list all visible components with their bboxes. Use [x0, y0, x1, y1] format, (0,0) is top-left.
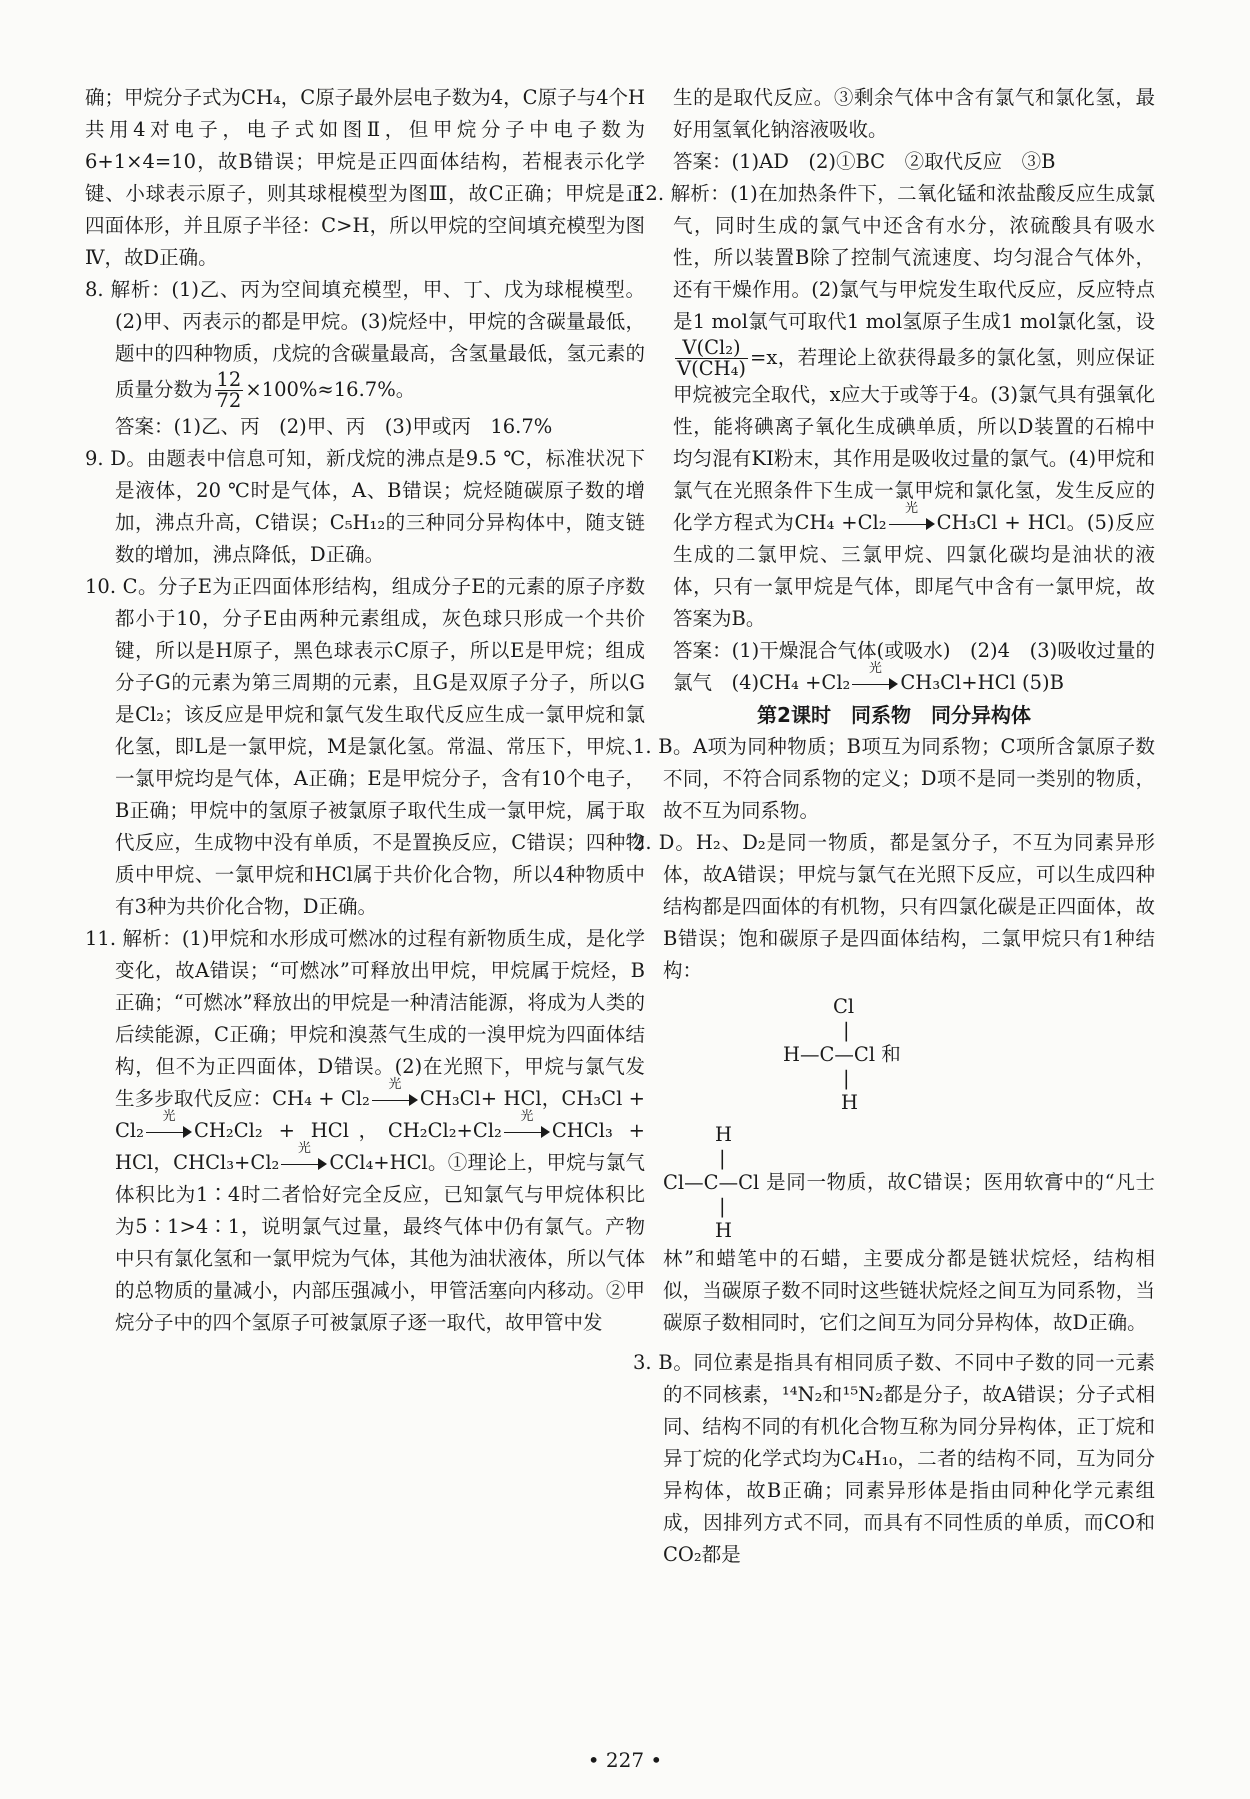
question-12: 12. 解析：(1)在加热条件下，二氧化锰和浓盐酸反应生成氯气，同时生成的氯气中还含有水分，浓硫酸具有吸水性，所以装置B除了控制气流速度、均匀混合气体外，还有干燥作用。(2)氯气与甲烷发生取代反应，反应特点是1 mol氯气可取代1 mol氢原子生成1 mol氯化氢，设 $\frac{\text{V(Cl₂)}}{\text{V(CH₄)}}$ =x，若理论上欲获得最多的氯化氢，则应保证甲烷被完全取代，x应大于或等于4。(3)氯气具有强氧化性，能将碘离子氧化生成碘单质，所以D装置的石棉中均匀混有KI粉末，其作用是吸收过量的氯气。(4)甲烷和氯气在光照条件下生成一氯甲烷和氯化氢，发生反应的化学方程式为CH₄ +Cl₂ 光 CH₃Cl + HCl。(5)反应生成的二氯甲烷、三氯甲烷、四氯化碳均是油状的液体，只有一氯甲烷是气体，即尾气中含有一氯甲烷，故答案为B。: [633, 182, 1156, 630]
reaction-arrow: 光: [504, 1125, 550, 1139]
reaction-arrow: 光: [281, 1157, 327, 1171]
section-question-3: 3. B。同位素是指具有相同质子数、不同中子数的同一元素的不同核素，¹⁴N₂和¹⁵N₂都是分子，故A错误；分子式相同、结构不同的有机化合物互称为同分异构体，正丁烷和异丁烷的化学式均为C₄H₁₀，二者的结构不同，互为同分异构体，故B正确；同素异形体是指由同种化学元素组成，因排列方式不同，而具有不同性质的单质，而CO和CO₂都是: [633, 1351, 1155, 1566]
structural-formula-1: Cl | H—C—Cl | H: [783, 995, 876, 1114]
answer-11: 答案：(1)AD (2)①BC ②取代反应 ③B: [673, 150, 1056, 173]
structural-formula-line: Cl | H—C—Cl | H 和: [783, 995, 901, 1114]
continued-paragraph: 生的是取代反应。③剩余气体中含有氯气和氯化氢，最好用氢氧化钠溶液吸收。: [673, 86, 1155, 141]
question-11: 11. 解析：(1)甲烷和水形成可燃冰的过程有新物质生成，是化学变化，故A错误；“可燃冰”可释放出甲烷，甲烷属于烷烃，B正确；“可燃冰”释放出的甲烷是一种清洁能源，将成为人类的后续能源，C正确；甲烷和溴蒸气生成的一溴甲烷为四面体结构，但不为正四面体，D错误。(2)在光照下，甲烷与氯气发生多步取代反应：CH₄ + Cl₂ 光 CH₃Cl+ HCl，CH₃Cl + Cl₂ 光 CH₂Cl₂ + HCl，CH₂Cl₂+Cl₂ 光 CHCl₃ + HCl，CHCl₃+Cl₂ 光 CCl₄+HCl。①理论上，甲烷与氯气体积比为1∶4时二者恰好完全反应，已知氯气与甲烷体积比为5∶1>4∶1，说明氯气过量，最终气体中仍有氯气。产物中只有氯化氢和一氯甲烷为气体，其他为油状液体，所以气体的总物质的量减小，内部压强减小，甲管活塞向内移动。②甲烷分子中的四个氢原子可被氯原子逐一取代，故甲管中发: [85, 927, 646, 1334]
fraction: $\frac{\text{V(Cl₂)}}{\text{V(CH₄)}}$: [677, 336, 747, 380]
section-question-2: 2. D。H₂、D₂是同一物质，都是氢分子，不互为同素异形体，故A错误；甲烷与氯气在光照下反应，可以生成四种结构都是四面体的有机物，只有四氯化碳是正四面体，故B错误；饱和碳原子是四面体结构，二氯甲烷只有1种结构：: [633, 831, 1155, 982]
page-number: • 227 •: [587, 1748, 663, 1772]
reaction-arrow: 光: [889, 517, 935, 531]
reaction-arrow: 光: [372, 1093, 418, 1107]
fraction: $\frac{12}{72}$: [216, 368, 242, 412]
right-column: [633, 82, 1155, 1571]
continued-paragraph: 确；甲烷分子式为CH₄，C原子最外层电子数为4，C原子与4个H共用4对电子，电子式如图Ⅱ，但甲烷分子中电子数为6+1×4=10，故B错误；甲烷是正四面体结构，若棍表示化学键、小球表示原子，则其球棍模型为图Ⅲ，故C正确；甲烷是正四面体形，并且原子半径：C>H，所以甲烷的空间填充模型为图Ⅳ，故D正确。: [85, 86, 645, 269]
left-column: [85, 82, 645, 1339]
structural-formula-2: H | Cl—C—Cl | H: [663, 1123, 760, 1242]
question-8: 8. 解析：(1)乙、丙为空间填充模型，甲、丁、戊为球棍模型。(2)甲、丙表示的都是甲烷。(3)烷烃中，甲烷的含碳量最低，题中的四种物质，戊烷的含碳量最高，含氢量最低，氢元素的质量分数为 $\frac{12}{72}$ ×100%≈16.7%。: [85, 278, 645, 412]
structural-formula-line: H | Cl—C—Cl | H 是同一物质，故C错误；医用软膏中的“凡士林”和蜡笔中的石蜡，主要成分都是链状烷烃，结构相似，当碳原子数不同时这些链状烷烃之间互为同系物，当碳原子数相同时，它们之间互为同分异构体，故D正确。: [663, 1123, 1156, 1334]
reaction-arrow: 光: [852, 677, 898, 691]
lesson-title: 第2课时 同系物 同分异构体: [757, 703, 1031, 727]
answer-12: 答案：(1)干燥混合气体(或吸水) (2)4 (3)吸收过量的氯气 (4)CH₄ +Cl₂ 光 CH₃Cl+HCl (5)B: [673, 639, 1155, 694]
answer-8: 答案：(1)乙、丙 (2)甲、丙 (3)甲或丙 16.7%: [115, 415, 553, 438]
section-question-1: 1. B。A项为同种物质；B项互为同系物；C项所含氯原子数不同，不符合同系物的定义；D项不是同一类别的物质，故不互为同系物。: [633, 735, 1155, 822]
question-9: 9. D。由题表中信息可知，新戊烷的沸点是9.5 ℃，标准状况下是液体，20 ℃时是气体，A、B错误；烷烃随碳原子数的增加，沸点升高，C错误；C₅H₁₂的三种同分异构体中，随支链数的增加，沸点降低，D正确。: [85, 447, 645, 566]
question-10: 10. C。分子E为正四面体形结构，组成分子E的元素的原子序数都小于10，分子E由两种元素组成，灰色球只形成一个共价键，所以是H原子，黑色球表示C原子，所以E是甲烷；组成分子G的元素为第三周期的元素，且G是双原子分子，所以G是Cl₂；该反应是甲烷和氯气发生取代反应生成一氯甲烷和氯化氢，即L是一氯甲烷，M是氯化氢。常温、常压下，甲烷、一氯甲烷均是气体，A正确；E是甲烷分子，含有10个电子，B正确；甲烷中的氢原子被氯原子取代生成一氯甲烷，属于取代反应，生成物中没有单质，不是置换反应，C错误；四种物质中甲烷、一氯甲烷和HCl属于共价化合物，所以4种物质中有3种为共价化合物，D正确。: [85, 575, 645, 918]
reaction-arrow: 光: [146, 1125, 192, 1139]
